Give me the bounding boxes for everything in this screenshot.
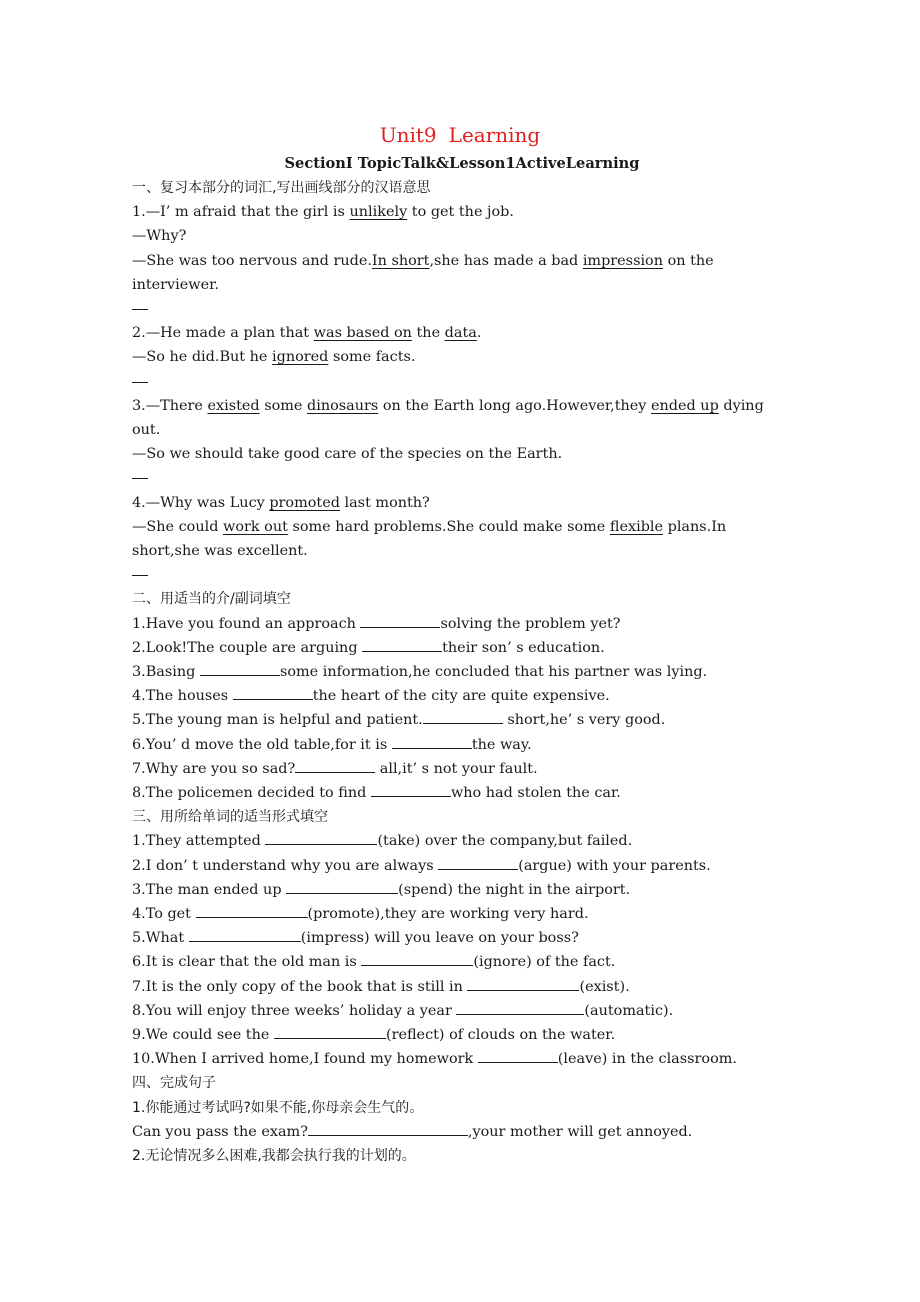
part2-item: 8.The policemen decided to find who had stolen the car. <box>132 781 792 805</box>
answer-blank[interactable] <box>295 758 375 773</box>
underlined-word: ended up <box>651 397 719 414</box>
answer-dash <box>132 466 792 490</box>
q4-line1: 4.—Why was Lucy promoted last month? <box>132 494 430 511</box>
underlined-word: work out <box>223 518 288 535</box>
answer-blank[interactable] <box>265 830 377 845</box>
part1-heading: 一、复习本部分的词汇,写出画线部分的汉语意思 <box>132 180 431 196</box>
answer-blank[interactable] <box>467 976 579 991</box>
answer-blank[interactable] <box>286 879 398 894</box>
section-subtitle: SectionⅠ TopicTalk&Lesson1ActiveLearning <box>284 155 640 172</box>
answer-blank[interactable] <box>361 951 473 966</box>
part2-item: 5.The young man is helpful and patient. short,he’ s very good. <box>132 708 792 732</box>
underlined-word: unlikely <box>349 204 408 221</box>
answer-blank[interactable] <box>308 1121 468 1136</box>
answer-blank[interactable] <box>196 903 308 918</box>
answer-blank[interactable] <box>274 1024 386 1039</box>
q1-line1: 1.—I’ m afraid that the girl is unlikely to get the job. <box>132 204 514 221</box>
part3-item: 3.The man ended up (spend) the night in the airport. <box>132 878 792 902</box>
answer-blank[interactable] <box>189 927 301 942</box>
answer-blank[interactable] <box>362 637 442 652</box>
answer-blank[interactable] <box>478 1048 558 1063</box>
answer-blank[interactable] <box>360 613 440 628</box>
part4-heading: 四、完成句子 <box>132 1075 216 1092</box>
underlined-word: ignored <box>272 349 329 366</box>
part2-item: 6.You’ d move the old table,for it is the way. <box>132 733 792 757</box>
part2-item: 7.Why are you so sad? all,it’ s not your fault. <box>132 757 792 781</box>
answer-blank[interactable] <box>200 661 280 676</box>
underlined-word: dinosaurs <box>307 397 379 414</box>
part2-item: 2.Look!The couple are arguing their son’ s education. <box>132 636 792 660</box>
sentence1-english: Can you pass the exam? ,your mother will get annoyed. <box>132 1120 792 1144</box>
worksheet-page <box>132 118 792 1168</box>
part3-heading: 三、用所给单词的适当形式填空 <box>132 809 328 826</box>
answer-blank[interactable] <box>371 782 451 797</box>
part3-item: 4.To get (promote),they are working very hard. <box>132 902 792 926</box>
answer-blank[interactable] <box>233 685 313 700</box>
part3-item: 8.You will enjoy three weeks’ holiday a year (automatic). <box>132 999 792 1023</box>
q2-line1: 2.—He made a plan that was based on the data. <box>132 325 482 342</box>
answer-blank[interactable] <box>438 855 518 870</box>
sentence1-chinese: 1.你能通过考试吗?如果不能,你母亲会生气的。 <box>132 1099 424 1116</box>
q2-line2: —So he did.But he ignored some facts. <box>132 349 416 366</box>
part3-item: 9.We could see the (reflect) of clouds on the water. <box>132 1023 792 1047</box>
underlined-word: promoted <box>269 494 340 511</box>
part2-item: 3.Basing some information,he concluded that his partner was lying. <box>132 660 792 684</box>
underlined-word: existed <box>207 397 260 414</box>
underlined-word: In short <box>371 252 430 269</box>
part2-item: 1.Have you found an approach solving the problem yet? <box>132 612 792 636</box>
sentence2-chinese: 2.无论情况多么困难,我都会执行我的计划的。 <box>132 1148 416 1165</box>
part3-item: 10.When I arrived home,I found my homework (leave) in the classroom. <box>132 1047 792 1071</box>
underlined-word: data <box>444 325 477 342</box>
underlined-word: impression <box>582 252 663 269</box>
answer-blank[interactable] <box>392 734 472 749</box>
part3-item: 1.They attempted (take) over the company,but failed. <box>132 829 792 853</box>
answer-dash <box>132 370 792 394</box>
q1-line3: —She was too nervous and rude.In short,she has made a bad impression on the interviewer. <box>132 252 714 293</box>
unit-topic: Learning <box>448 123 541 147</box>
unit-number: Unit9 <box>379 123 437 147</box>
part3-item: 7.It is the only copy of the book that is still in (exist). <box>132 975 792 999</box>
part2-heading: 二、用适当的介/副词填空 <box>132 591 291 608</box>
underlined-word: was based on <box>313 325 412 342</box>
answer-blank[interactable] <box>423 709 503 724</box>
part3-item: 5.What (impress) will you leave on your boss? <box>132 926 792 950</box>
q3-line1: 3.—There existed some dinosaurs on the Earth long ago.However,they ended up dying out. <box>132 397 764 438</box>
unit-title <box>128 118 792 152</box>
q4-line2: —She could work out some hard problems.She could make some flexible plans.In short,she was excellent. <box>132 518 727 559</box>
answer-blank[interactable] <box>456 1000 584 1015</box>
part3-item: 6.It is clear that the old man is (ignore) of the fact. <box>132 950 792 974</box>
part3-item: 2.I don’ t understand why you are always (argue) with your parents. <box>132 854 792 878</box>
q3-line2: —So we should take good care of the species on the Earth. <box>132 446 563 463</box>
q1-line2: —Why? <box>132 228 187 245</box>
answer-dash <box>132 563 792 587</box>
underlined-word: flexible <box>609 518 664 535</box>
part2-item: 4.The houses the heart of the city are quite expensive. <box>132 684 792 708</box>
answer-dash <box>132 297 792 321</box>
